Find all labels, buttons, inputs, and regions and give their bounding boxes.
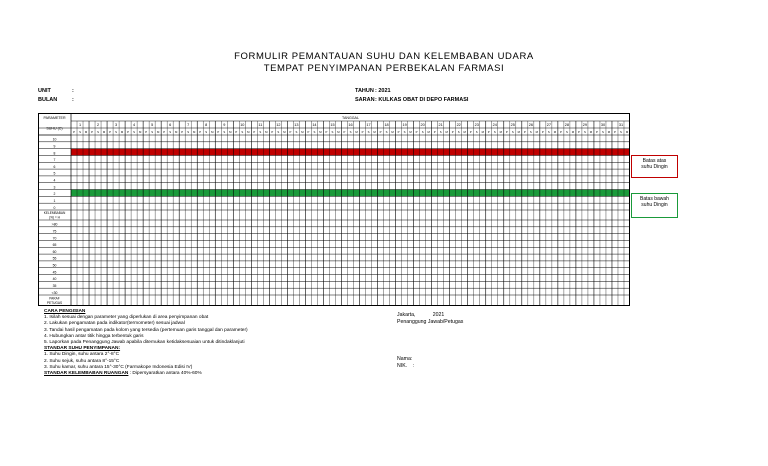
- sub-column-label: S: [620, 130, 622, 134]
- sub-column-label: S: [295, 130, 298, 134]
- standar-kelembaban: [44, 371, 374, 377]
- sub-column-label: M: [193, 130, 196, 134]
- sub-column-label: P: [505, 130, 508, 134]
- sub-column-label: M: [84, 130, 88, 134]
- sub-column-label: S: [403, 130, 406, 134]
- day-number: 16: [348, 123, 353, 128]
- sub-column-label: M: [156, 130, 160, 134]
- paraf-label: PETUGAS: [46, 301, 63, 305]
- sub-column-label: S: [151, 130, 154, 134]
- sub-column-label: M: [175, 130, 178, 134]
- humidity-label: 75: [52, 229, 57, 234]
- tahun-value: : 2021: [375, 88, 391, 94]
- sub-column-label: M: [337, 130, 340, 134]
- day-number: 6: [169, 123, 172, 128]
- day-number: 2: [96, 123, 100, 128]
- standar-suhu-item: 3. Suhu kamar, suhu antara 15°-30°C (Farmakope Indonesia Edisi IV): [44, 364, 193, 370]
- sub-column-label: P: [541, 130, 544, 134]
- temperature-label: 6: [53, 164, 56, 169]
- form-subtitle: TEMPAT PENYIMPANAN PERBEKALAN FARMASI: [263, 63, 505, 74]
- sub-column-label: P: [217, 130, 220, 134]
- sub-column-label: M: [391, 130, 394, 134]
- humidity-label: 70: [52, 236, 57, 241]
- day-number: 15: [330, 123, 335, 128]
- sub-column-label: P: [235, 130, 238, 134]
- sub-column-label: S: [475, 130, 478, 134]
- suhu-header: SUHU (C): [46, 126, 63, 131]
- sub-column-label: P: [433, 130, 436, 134]
- signature-nama: Nama:: [397, 356, 413, 362]
- day-number: 24: [492, 123, 497, 128]
- sub-column-label: S: [349, 130, 352, 134]
- sub-column-label: M: [571, 130, 575, 134]
- sub-column-label: S: [493, 130, 496, 134]
- sub-column-label: P: [181, 130, 184, 134]
- sub-column-label: P: [343, 130, 346, 134]
- upper-limit-line: [71, 149, 630, 156]
- temperature-label: 0: [53, 205, 56, 210]
- day-number: 19: [402, 123, 407, 128]
- sub-column-label: P: [614, 130, 616, 134]
- temperature-label: 9: [53, 144, 56, 149]
- sub-column-label: P: [109, 130, 112, 134]
- day-number: 13: [294, 123, 299, 128]
- cara-item: 3. Tandai hasil pengamatan pada kolom yang tersedia (pertemuan garis tanggal dan parameter): [44, 327, 248, 333]
- sub-column-label: S: [205, 130, 208, 134]
- standar-suhu-item: 2. Suhu sejuk, suhu antara 8°-15°C: [44, 358, 120, 364]
- day-number: 20: [420, 123, 425, 128]
- humidity-label: >80: [51, 222, 58, 227]
- temperature-label: 8: [53, 151, 56, 156]
- monitoring-grid: [38, 113, 630, 306]
- sub-column-label: P: [199, 130, 202, 134]
- sub-column-label: P: [91, 130, 93, 134]
- saran-field: [355, 97, 468, 103]
- standar-suhu-item: 1. Suhu Dingin, suhu antara 2°-8°C: [44, 352, 120, 358]
- lower-limit-line: [71, 190, 630, 197]
- sub-column-label: P: [145, 130, 148, 134]
- sub-column-label: M: [481, 130, 484, 134]
- day-number: 26: [528, 123, 533, 128]
- day-number: 12: [276, 123, 281, 128]
- kelembaban-label: (%) = H: [49, 215, 60, 220]
- sub-column-label: S: [439, 130, 442, 134]
- sub-column-label: S: [259, 130, 262, 134]
- sub-column-label: M: [553, 130, 557, 134]
- tanggal-header: TANGGAL: [342, 115, 359, 120]
- humidity-label: 50: [52, 263, 57, 268]
- sub-column-label: M: [319, 130, 322, 134]
- cara-pengisian-title: CARA PENGISIAN: [44, 309, 86, 314]
- temperature-label: 3: [53, 185, 56, 190]
- sub-column-label: S: [602, 130, 604, 134]
- sub-column-label: S: [547, 130, 550, 134]
- sub-column-label: P: [523, 130, 526, 134]
- sub-column-label: M: [283, 130, 286, 134]
- sub-column-label: S: [511, 130, 514, 134]
- day-number: 25: [510, 123, 515, 128]
- sub-column-label: P: [577, 130, 580, 134]
- sub-column-label: S: [241, 130, 244, 134]
- sub-column-label: S: [115, 130, 118, 134]
- signature-role: Penanggung Jawab/Petugas: [397, 319, 464, 325]
- day-number: 31: [618, 123, 624, 128]
- tahun-field: [355, 88, 391, 94]
- sub-column-label: P: [596, 130, 598, 134]
- sub-column-label: S: [583, 130, 586, 134]
- sub-column-label: P: [397, 130, 400, 134]
- saran-label: SARAN: [355, 97, 375, 103]
- day-number: 14: [312, 123, 317, 128]
- sub-column-label: S: [187, 130, 190, 134]
- sub-column-label: S: [97, 130, 99, 134]
- sub-column-label: M: [301, 130, 304, 134]
- sub-column-label: M: [535, 130, 539, 134]
- sub-column-label: M: [625, 130, 629, 134]
- day-number: 17: [366, 123, 371, 128]
- tahun-label: TAHUN: [355, 88, 374, 94]
- sub-column-label: M: [355, 130, 358, 134]
- humidity-label: 55: [52, 256, 57, 261]
- instructions: [44, 309, 374, 377]
- grid-border: [39, 114, 630, 306]
- sub-column-label: S: [223, 130, 226, 134]
- humidity-label: 40: [52, 277, 57, 282]
- sub-column-label: S: [367, 130, 370, 134]
- sub-column-label: M: [265, 130, 268, 134]
- sub-column-label: S: [79, 130, 81, 134]
- humidity-label: 60: [52, 249, 57, 254]
- humidity-label: 45: [52, 270, 57, 275]
- sub-column-label: M: [445, 130, 448, 134]
- sub-column-label: P: [253, 130, 256, 134]
- day-number: 28: [564, 123, 570, 128]
- sub-column-label: S: [421, 130, 424, 134]
- bulan-label: BULAN: [38, 97, 58, 103]
- sub-column-label: P: [307, 130, 310, 134]
- sub-column-label: P: [469, 130, 472, 134]
- day-number: 9: [223, 123, 226, 128]
- sub-column-label: S: [133, 130, 136, 134]
- day-number: 7: [187, 123, 190, 128]
- kelembaban-label: KELEMBABAN: [43, 211, 66, 215]
- sub-column-label: S: [169, 130, 172, 134]
- sub-column-label: P: [487, 130, 490, 134]
- humidity-label: 35: [52, 283, 57, 288]
- temperature-label: 7: [53, 158, 56, 163]
- sub-column-label: M: [373, 130, 376, 134]
- sub-column-label: M: [427, 130, 430, 134]
- day-number: 23: [474, 123, 479, 128]
- unit-label: UNIT: [38, 88, 51, 94]
- day-number: 3: [115, 123, 118, 128]
- day-number: 1: [78, 123, 82, 128]
- form-title: FORMULIR PEMANTAUAN SUHU DAN KELEMBABAN UDARA: [234, 51, 534, 62]
- cara-item: 4. Hubungkan antar titik hingga terbentuk garis: [44, 333, 144, 339]
- sub-column-label: P: [73, 130, 75, 134]
- sub-column-label: M: [102, 130, 106, 134]
- day-number: 30: [600, 123, 606, 128]
- day-number: 11: [258, 123, 263, 128]
- standar-kelembaban-title: STANDAR KELEMBABAN RUANGAN: [44, 371, 129, 377]
- bulan-colon: :: [72, 97, 74, 103]
- day-number: 22: [456, 123, 461, 128]
- standar-kelembaban-text: : Dipersyaratkan antara 40%-60%: [129, 371, 202, 377]
- day-number: 4: [133, 123, 136, 128]
- temperature-label: 5: [53, 171, 56, 176]
- cara-item: 2. Lakukan pengamatan pada indikator(termometer) sesuai jadwal: [44, 321, 185, 327]
- lower-limit-line1: Batas bawah: [640, 196, 669, 202]
- sub-column-label: M: [211, 130, 214, 134]
- temperature-label: 1: [53, 198, 56, 203]
- sub-column-label: M: [247, 130, 250, 134]
- sub-column-label: P: [127, 130, 130, 134]
- sub-column-label: M: [517, 130, 520, 134]
- sub-column-label: S: [277, 130, 280, 134]
- unit-field: [38, 88, 74, 94]
- sub-column-label: M: [120, 130, 124, 134]
- sub-column-label: P: [271, 130, 274, 134]
- temperature-label: 4: [53, 178, 56, 183]
- signature-nik: NIK. :: [397, 363, 415, 369]
- sub-column-label: P: [379, 130, 382, 134]
- upper-limit-line1: Batas atas: [642, 158, 667, 164]
- day-number: 18: [384, 123, 389, 128]
- saran-value: : KULKAS OBAT DI DEPO FARMASI: [375, 97, 469, 103]
- day-number: 27: [546, 123, 551, 128]
- paraf-label: PARAF: [49, 296, 60, 301]
- sub-column-label: S: [331, 130, 334, 134]
- upper-limit-line2: suhu Dingin: [641, 164, 668, 170]
- sub-column-label: P: [451, 130, 454, 134]
- sub-column-label: P: [289, 130, 292, 134]
- sub-column-label: P: [415, 130, 418, 134]
- humidity-label: <30: [51, 290, 58, 295]
- sub-column-label: M: [138, 130, 142, 134]
- sub-column-label: P: [361, 130, 364, 134]
- day-number: 10: [240, 123, 245, 128]
- cara-item: 1. Isilah sesuai dengan parameter yang diperlukan di area penyimpanan obat: [44, 315, 209, 321]
- bulan-field: [38, 97, 74, 103]
- cara-item: 5. Laporkan pada Penanggung Jawab apabila ditemukan ketidaksesuaian untuk ditindaklanjuti: [44, 340, 245, 346]
- day-number: 21: [438, 123, 443, 128]
- upper-limit-legend: [631, 155, 678, 178]
- sub-column-label: P: [325, 130, 328, 134]
- day-number: 29: [582, 123, 588, 128]
- signature-place-date: Jakarta, 2021: [397, 312, 445, 318]
- sub-column-label: S: [313, 130, 316, 134]
- temperature-label: 2: [53, 192, 56, 197]
- sub-column-label: S: [385, 130, 388, 134]
- sub-column-label: P: [559, 130, 562, 134]
- temperature-label: 10: [52, 137, 57, 142]
- parameter-header: PARAMETER: [43, 115, 66, 120]
- sub-column-label: M: [499, 130, 502, 134]
- sub-column-label: P: [163, 130, 166, 134]
- sub-column-label: S: [529, 130, 532, 134]
- standar-suhu-title: STANDAR SUHU PENYIMPANAN:: [44, 346, 121, 352]
- day-number: 8: [205, 123, 208, 128]
- sub-column-label: S: [565, 130, 568, 134]
- sub-column-label: M: [463, 130, 466, 134]
- unit-colon: :: [72, 88, 74, 94]
- lower-limit-line2: suhu Dingin: [641, 202, 668, 208]
- sub-column-label: M: [409, 130, 412, 134]
- lower-limit-legend: [631, 193, 678, 218]
- humidity-label: 65: [52, 243, 57, 248]
- sub-column-label: M: [607, 130, 611, 134]
- day-number: 5: [151, 123, 154, 128]
- sub-column-label: M: [589, 130, 593, 134]
- sub-column-label: S: [457, 130, 460, 134]
- sub-column-label: M: [229, 130, 232, 134]
